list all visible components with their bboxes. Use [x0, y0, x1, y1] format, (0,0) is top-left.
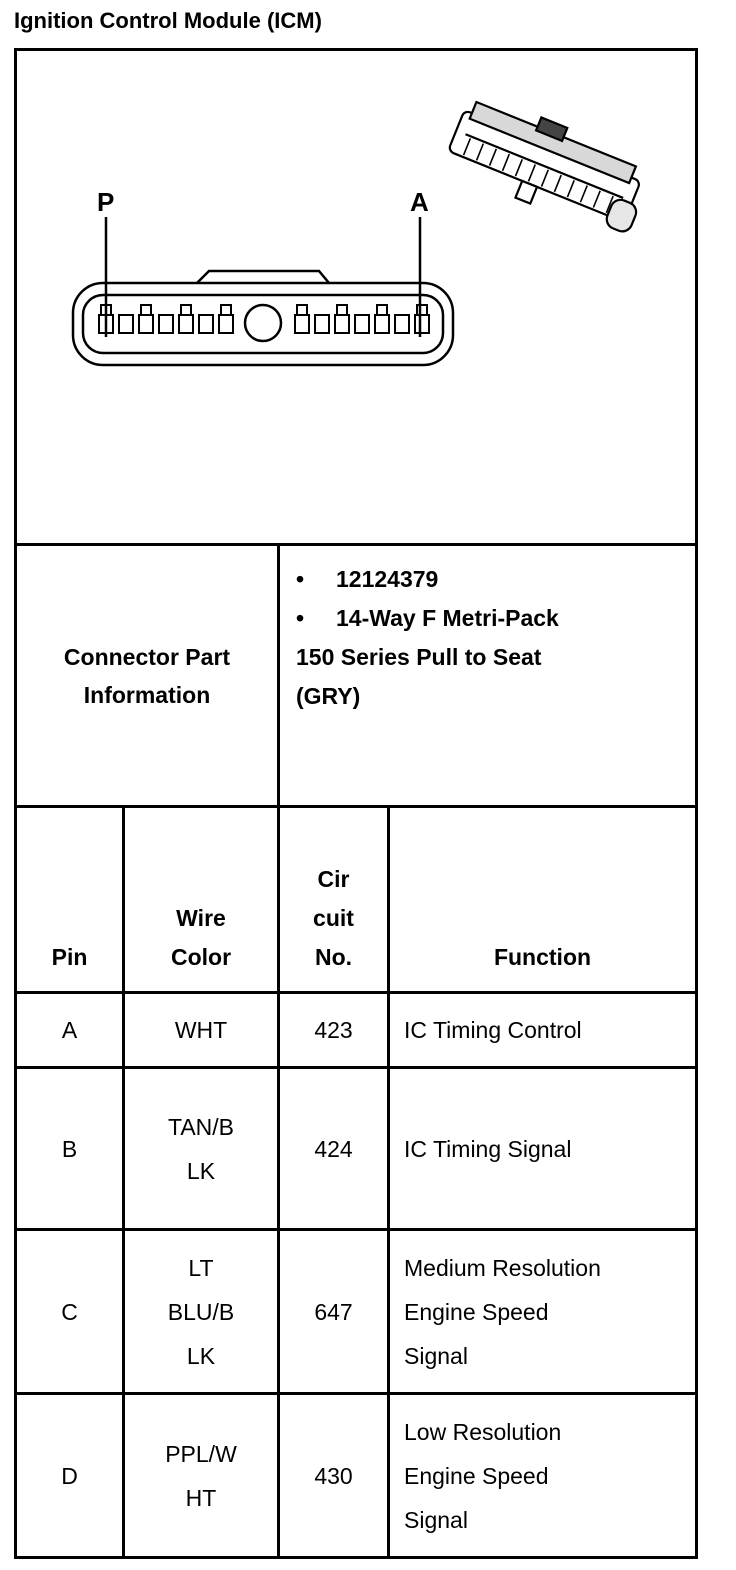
pin-latch-icon: [297, 305, 307, 315]
cell-pin: B: [16, 1068, 124, 1230]
pin-cavity-icon: [315, 315, 329, 333]
table-row: [16, 1068, 697, 1230]
cell-pin: A: [16, 993, 124, 1068]
cell-wire-color: [124, 1394, 279, 1558]
cell-function: [389, 1068, 697, 1230]
cell-function: [389, 993, 697, 1068]
header-circuit-line2: cuit: [313, 905, 354, 931]
pin-latch-icon: [181, 305, 191, 315]
pin-cavity-icon: [119, 315, 133, 333]
pin-cavity-icon: [335, 315, 349, 333]
cell-wire-color: [124, 1068, 279, 1230]
connector-series: 150 Series Pull to Seat: [296, 644, 542, 670]
color-line: WHT: [174, 1017, 228, 1043]
header-wire-color-line1: Wire: [176, 905, 226, 931]
header-circuit-line3: No.: [314, 944, 353, 970]
cell-wire-color: [124, 993, 279, 1068]
function-line: Low Resolution: [404, 1418, 562, 1445]
color-line: PPL/W: [165, 1440, 237, 1467]
function-line: Engine Speed: [404, 1462, 549, 1489]
header-wire-color-line2: Color: [170, 944, 232, 970]
color-line: LK: [186, 1342, 216, 1369]
pin-cavity-icon: [355, 315, 369, 333]
connector-color: (GRY): [296, 683, 361, 709]
cell-circuit: 430: [279, 1394, 389, 1558]
color-line: LK: [186, 1157, 216, 1184]
pin-cavity-icon: [375, 315, 389, 333]
connector-face-icon: [73, 271, 453, 365]
pin-latch-icon: [417, 305, 427, 315]
connector-type: • 14-Way F Metri-Pack: [296, 599, 695, 638]
pin-cavity-icon: [179, 315, 193, 333]
pin-latch-icon: [221, 305, 231, 315]
pin-cavity-icon: [199, 315, 213, 333]
header-wire-color: [124, 807, 279, 993]
table-row: [16, 1230, 697, 1394]
cpi-label-line2: Information: [83, 681, 211, 708]
cell-function: [389, 1230, 697, 1394]
pin-cavity-icon: [139, 315, 153, 333]
pin-label-a: A: [410, 187, 429, 217]
function-line: IC Timing Signal: [404, 1135, 572, 1162]
cpi-label-line1: Connector Part: [63, 643, 231, 670]
table-row: [16, 993, 697, 1068]
part-number: • 12124379: [296, 560, 695, 599]
pin-cavity-icon: [395, 315, 409, 333]
connector-diagram: [17, 51, 697, 543]
cell-pin: D: [16, 1394, 124, 1558]
function-line: IC Timing Control: [404, 1017, 582, 1043]
header-function: Function: [389, 807, 697, 993]
cell-circuit: 423: [279, 993, 389, 1068]
pin-cavity-icon: [295, 315, 309, 333]
color-line: TAN/B: [167, 1113, 235, 1140]
pin-cavity-icon: [159, 315, 173, 333]
pin-cavity-icon: [415, 315, 429, 333]
connector-table: [14, 48, 698, 1559]
function-line: Signal: [404, 1506, 468, 1533]
page-title: Ignition Control Module (ICM): [14, 8, 322, 33]
cell-function: [389, 1394, 697, 1558]
color-line: LT: [188, 1254, 214, 1281]
pin-latch-icon: [377, 305, 387, 315]
function-line: Signal: [404, 1342, 468, 1369]
header-pin: Pin: [16, 807, 124, 993]
cell-wire-color: [124, 1230, 279, 1394]
connector-part-info-label: [16, 545, 279, 807]
pin-label-p: P: [97, 187, 115, 217]
function-line: Medium Resolution: [404, 1254, 601, 1281]
connector-part-info-values: [279, 545, 697, 807]
cell-circuit: 647: [279, 1230, 389, 1394]
header-circuit-no: [279, 807, 389, 993]
cell-circuit: 424: [279, 1068, 389, 1230]
header-circuit-line1: Cir: [317, 866, 350, 892]
pin-latch-icon: [337, 305, 347, 315]
table-row: [16, 1394, 697, 1558]
color-line: BLU/B: [167, 1298, 235, 1325]
pin-latch-icon: [141, 305, 151, 315]
pin-cavity-icon: [219, 315, 233, 333]
connector-diagram-cell: [16, 50, 697, 545]
cell-pin: C: [16, 1230, 124, 1394]
color-line: HT: [185, 1484, 217, 1511]
connector-3d-icon: [441, 90, 656, 242]
function-line: Engine Speed: [404, 1298, 549, 1325]
